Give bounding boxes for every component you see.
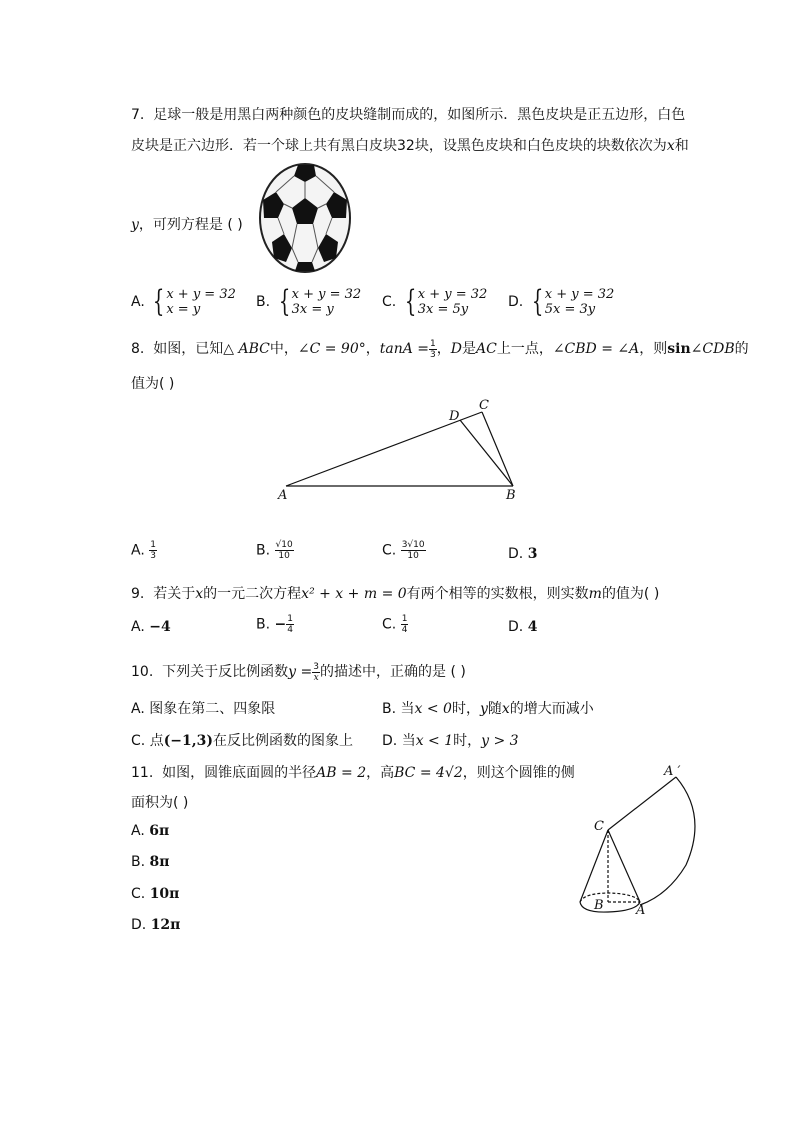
q8-text: 是 — [462, 341, 476, 357]
q11-option-c — [131, 886, 179, 902]
q8-math: △ ABC — [223, 341, 270, 357]
option-math: y > 3 — [481, 733, 519, 749]
denominator: 3 — [150, 551, 156, 561]
q7-option-b — [256, 284, 362, 319]
option-label: B. — [131, 854, 146, 870]
option-math: (−1,3) — [163, 733, 214, 749]
q7-text-line1: 足球一般是用黑白两种颜色的皮块缝制而成的，如图所示．黑色皮块是正五边形，白色 — [153, 107, 686, 123]
q8-math: ∠CDB — [690, 341, 735, 357]
q9-number: 9. — [131, 586, 145, 602]
brace-icon: { — [153, 284, 165, 319]
q9-math: x — [195, 586, 204, 602]
label-a-prime: A ′ — [664, 764, 681, 779]
option-label: D. — [382, 733, 398, 749]
q11-text: ，则这个圆锥的侧 — [462, 765, 575, 781]
label-d: D — [449, 409, 460, 424]
q10-option-b — [382, 698, 594, 718]
denominator: 10 — [278, 551, 290, 561]
arc-sector — [640, 777, 695, 905]
q10-option-c — [131, 730, 353, 750]
option-value: 8π — [149, 854, 170, 870]
q11-number: 11. — [131, 765, 154, 781]
q9-math: x² + x + m = 0 — [301, 586, 407, 602]
option-text: 当 — [400, 701, 415, 717]
equation: x + y = 32 — [417, 287, 488, 302]
option-label: A. — [131, 542, 145, 559]
q10-math: y = — [288, 664, 313, 680]
option-label: B. — [256, 294, 271, 310]
q7-number: 7. — [131, 107, 145, 123]
q8-math: tanA = — [379, 341, 430, 357]
option-label: C. — [382, 542, 397, 559]
cone-left-edge — [580, 830, 608, 902]
q8-text: ，则 — [639, 341, 668, 357]
option-value: −4 — [149, 619, 171, 635]
option-value: 3 — [527, 546, 538, 562]
q8-number: 8. — [131, 341, 145, 357]
numerator: 1 — [150, 540, 156, 550]
option-text: 时， — [453, 733, 482, 749]
equation: x + y = 32 — [166, 287, 236, 302]
option-text: 图象在第二、四象限 — [149, 701, 276, 717]
equation: x = y — [166, 302, 201, 317]
q10-line1 — [131, 661, 466, 683]
q8-text: 上一点， — [496, 341, 553, 357]
label-b: B — [506, 488, 516, 503]
q8-text: ， — [436, 341, 451, 357]
option-text: 点 — [149, 733, 164, 749]
label-c: C — [479, 398, 489, 413]
q9-option-a — [131, 619, 171, 635]
option-math: x — [501, 701, 510, 717]
q11-math: BC = 4√2 — [394, 765, 463, 781]
q9-text: 有两个相等的实数根，则实数 — [406, 586, 589, 602]
label-a: A — [636, 903, 646, 918]
q8-triangle-figure — [270, 395, 530, 507]
option-text: 的增大而减小 — [509, 701, 594, 717]
denominator: 4 — [401, 625, 408, 635]
q8-text: 如图，已知 — [153, 341, 224, 357]
option-label: B. — [256, 616, 271, 633]
fraction — [401, 540, 426, 561]
q7-line2 — [131, 135, 689, 155]
q9-math: m — [588, 586, 602, 602]
option-label: D. — [508, 294, 524, 310]
option-label: D. — [508, 619, 524, 635]
fraction — [286, 614, 294, 635]
label-b: B — [594, 898, 604, 913]
q8-math: AC — [476, 341, 497, 357]
numerator: 3√10 — [401, 540, 425, 550]
q8-option-c — [382, 540, 426, 561]
q8-math: sin — [667, 341, 691, 357]
q8-text: ， — [365, 341, 380, 357]
fraction — [312, 662, 320, 683]
numerator: √10 — [275, 540, 293, 550]
q10-text: 下列关于反比例函数 — [162, 664, 289, 680]
q8-fraction — [429, 339, 437, 360]
numerator: 3 — [313, 661, 319, 672]
cone-base-front — [580, 902, 640, 912]
q9-option-d — [508, 619, 537, 635]
fraction — [149, 540, 157, 561]
q9-option-c — [382, 614, 408, 635]
option-label: C. — [131, 886, 146, 902]
option-label: A. — [131, 701, 145, 717]
option-label: B. — [382, 701, 397, 717]
q7-text-he: 和 — [674, 138, 689, 154]
option-label: B. — [256, 542, 271, 559]
brace-icon: { — [278, 284, 290, 319]
denominator: x — [313, 672, 319, 683]
q10-text: 的描述中，正确的是 ( ) — [320, 664, 466, 680]
q7-text-line2: 皮块是正六边形．若一个球上共有黑白皮块32块，设黑色皮块和白色皮块的块数依次为 — [131, 138, 667, 154]
numerator: 1 — [401, 614, 408, 624]
q7-option-d — [508, 284, 615, 319]
equation: x + y = 32 — [291, 287, 362, 302]
fraction — [275, 540, 294, 561]
option-text: 时， — [451, 701, 480, 717]
option-label: D. — [508, 546, 524, 562]
q9-text: 的值为( ) — [601, 586, 660, 602]
q7-option-a — [131, 284, 236, 319]
q11-text: ，高 — [366, 765, 395, 781]
option-math: y — [479, 701, 488, 717]
q11-text: 如图，圆锥底面圆的半径 — [162, 765, 317, 781]
q11-math: AB = 2 — [316, 765, 367, 781]
q11-line1 — [131, 762, 575, 782]
q11-option-a — [131, 823, 169, 839]
q11-option-d — [131, 917, 180, 933]
q8-option-a — [131, 540, 157, 561]
option-label: A. — [131, 294, 145, 310]
option-label: D. — [131, 917, 147, 933]
q10-number: 10. — [131, 664, 154, 680]
equation: 3x = y — [291, 302, 334, 317]
denominator: 3 — [430, 349, 436, 360]
option-value: 4 — [527, 619, 538, 635]
option-math: x < 0 — [414, 701, 452, 717]
q8-option-b — [256, 540, 294, 561]
q8-option-d — [508, 546, 537, 562]
brace-icon: { — [531, 284, 543, 319]
line-c-a1 — [608, 777, 676, 830]
equation: x + y = 32 — [544, 287, 615, 302]
q7-text-line3: ，可列方程是 ( ) — [138, 217, 243, 233]
option-label: C. — [382, 294, 397, 310]
option-value: 6π — [149, 823, 170, 839]
option-label: C. — [131, 733, 146, 749]
equation: 5x = 3y — [544, 302, 596, 317]
option-value: 10π — [149, 886, 180, 902]
option-label: A. — [131, 823, 145, 839]
denominator: 10 — [407, 551, 419, 561]
q8-line1 — [131, 338, 749, 360]
q9-option-b — [256, 614, 294, 635]
q8-line2: 值为( ) — [131, 376, 175, 392]
q7-line1 — [131, 104, 685, 124]
option-text: 当 — [401, 733, 416, 749]
option-value: 12π — [150, 917, 181, 933]
equation: 3x = 5y — [417, 302, 469, 317]
minus-sign: − — [274, 616, 287, 633]
q7-line3 — [131, 214, 243, 234]
option-text: 随 — [487, 701, 502, 717]
soccer-ball-image — [258, 162, 353, 274]
q11-cone-figure — [568, 755, 708, 925]
option-label: A. — [131, 619, 145, 635]
option-label: C. — [382, 616, 397, 633]
q9-line1 — [131, 583, 659, 603]
label-a: A — [278, 488, 288, 503]
cone-right-edge — [608, 830, 640, 902]
q8-text: 的 — [734, 341, 749, 357]
q8-text: 中， — [269, 341, 298, 357]
numerator: 1 — [430, 338, 436, 349]
option-math: x < 1 — [415, 733, 454, 749]
cone-base-back — [580, 893, 640, 902]
fraction — [401, 614, 409, 635]
q10-option-d — [382, 730, 519, 750]
q10-option-a — [131, 698, 275, 718]
option-text: 在反比例函数的图象上 — [213, 733, 354, 749]
brace-icon: { — [404, 284, 416, 319]
q7-var-y: y — [131, 217, 139, 233]
numerator: 1 — [287, 614, 293, 624]
q8-math: D — [450, 341, 462, 357]
q11-option-b — [131, 854, 170, 870]
denominator: 4 — [287, 625, 293, 635]
q11-line2: 面积为( ) — [131, 795, 189, 811]
q9-text: 的一元二次方程 — [203, 586, 302, 602]
q9-text: 若关于 — [153, 586, 196, 602]
q8-math: ∠CBD = ∠A — [552, 341, 640, 357]
label-c: C — [594, 819, 604, 834]
q7-var-x: x — [666, 138, 675, 154]
q7-option-c — [382, 284, 488, 319]
ball-pentagon-bottom — [295, 262, 315, 271]
q8-math: ∠C = 90° — [297, 341, 366, 357]
